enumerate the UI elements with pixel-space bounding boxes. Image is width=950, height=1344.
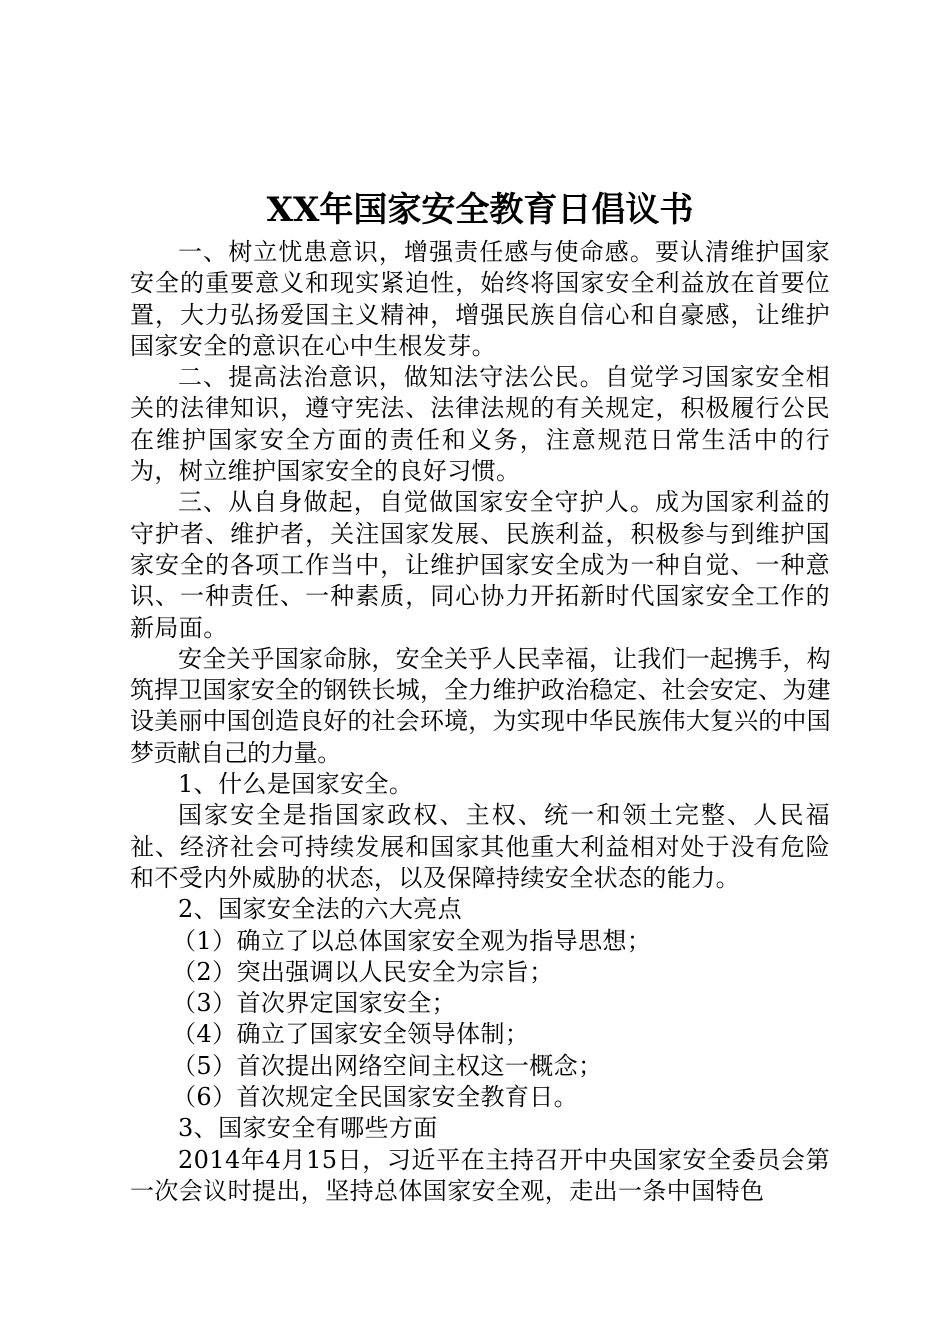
document-page <box>130 185 830 1207</box>
paragraph-closing-call: 安全关乎国家命脉，安全关乎人民幸福，让我们一起携手，构筑捍卫国家安全的钢铁长城，全力维护政治稳定、社会安定、为建设美丽中国创造良好的社会环境，为实现中华民族伟大复兴的中国梦贡献自己的力量。 <box>130 644 830 767</box>
question-3-heading: 3、国家安全有哪些方面 <box>178 1114 438 1143</box>
highlight-item: （6）首次规定全民国家安全教育日。 <box>172 1083 579 1112</box>
paragraph-rule-of-law: 二、提高法治意识，做知法守法公民。自觉学习国家安全相关的法律知识，遵守宪法、法律法规的有关规定，积极履行公民在维护国家安全方面的责任和义务，注意规范日常生活中的行为，树立维护国家安全的良好习惯。 <box>130 363 830 486</box>
question-1-heading: 1、什么是国家安全。 <box>178 770 414 799</box>
document-title: XX年国家安全教育日倡议书 <box>266 190 694 230</box>
highlight-item: （3）首次界定国家安全； <box>172 989 457 1018</box>
question-3-answer: 2014年4月15日，习近平在主持召开中央国家安全委员会第一次会议时提出，坚持总体国家安全观，走出一条中国特色 <box>130 1145 830 1205</box>
highlight-item: （4）确立了国家安全领导体制； <box>172 1020 530 1049</box>
paragraph-awareness: 一、树立忧患意识，增强责任感与使命感。要认清维护国家安全的重要意义和现实紧迫性，始终将国家安全利益放在首要位置，大力弘扬爱国主义精神，增强民族自信心和自豪感，让维护国家安全的意识在心中生根发芽。 <box>130 238 830 360</box>
paragraph-guardian: 三、从自身做起，自觉做国家安全守护人。成为国家利益的守护者、维护者，关注国家发展、民族利益，积极参与到维护国家安全的各项工作当中，让维护国家安全成为一种自觉、一种意识、一种责任、一种素质，同心协力开拓新时代国家安全工作的新局面。 <box>130 488 830 642</box>
question-2-heading: 2、国家安全法的六大亮点 <box>178 895 463 924</box>
highlight-item: （2）突出强调以人民安全为宗旨； <box>172 957 554 986</box>
highlight-item: （5）首次提出网络空间主权这一概念； <box>172 1051 603 1080</box>
highlight-item: （1）确立了以总体国家安全观为指导思想； <box>172 926 652 955</box>
question-1-answer: 国家安全是指国家政权、主权、统一和领土完整、人民福祉、经济社会可持续发展和国家其他重大利益相对处于没有危险和不受内外威胁的状态，以及保障持续安全状态的能力。 <box>130 801 830 892</box>
